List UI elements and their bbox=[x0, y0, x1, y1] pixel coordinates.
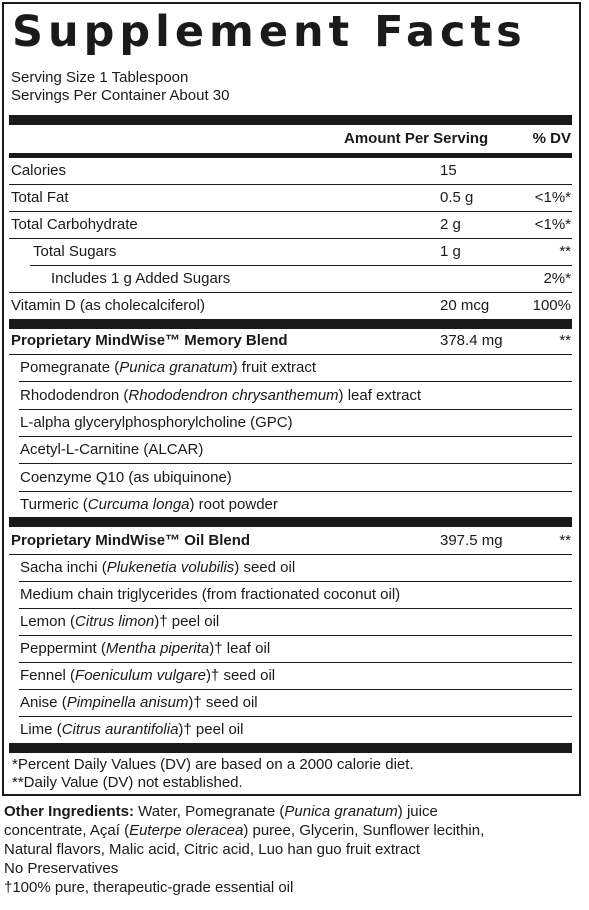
thick-divider bbox=[9, 517, 572, 527]
ingredient-name: Pomegranate (Punica granatum) fruit extract bbox=[20, 359, 316, 376]
panel-title: Supplement Facts bbox=[12, 7, 527, 57]
serving-size: Serving Size 1 Tablespoon bbox=[11, 69, 189, 86]
ingredient-name: Lemon (Citrus limon)† peel oil bbox=[20, 613, 220, 630]
ingredient-row bbox=[9, 355, 572, 381]
dv-not-established-footnote: **Daily Value (DV) not established. bbox=[12, 774, 243, 791]
ingredient-name: Coenzyme Q10 (as ubiquinone) bbox=[20, 469, 232, 486]
nutrient-row bbox=[9, 212, 572, 238]
ingredient-name: Fennel (Foeniculum vulgare)† seed oil bbox=[20, 667, 276, 684]
ingredient-row bbox=[9, 383, 572, 409]
blend-name: Proprietary MindWise™ Memory Blend bbox=[11, 332, 288, 349]
ingredient-name: Sacha inchi (Plukenetia volubilis) seed oil bbox=[20, 559, 296, 576]
ingredient-name: Turmeric (Curcuma longa) root powder bbox=[20, 496, 278, 513]
ingredient-name: Peppermint (Mentha piperita)† leaf oil bbox=[20, 640, 271, 657]
other-ingredients-line: Other Ingredients: Water, Pomegranate (Punica granatum) juice bbox=[4, 803, 438, 820]
nutrient-name: Total Sugars bbox=[33, 243, 117, 260]
ingredient-name: L-alpha glycerylphosphorylcholine (GPC) bbox=[20, 414, 293, 431]
nutrient-row bbox=[9, 158, 572, 184]
nutrient-dv: <1%* bbox=[534, 189, 571, 206]
ingredient-row bbox=[9, 663, 572, 689]
nutrient-amount: 20 mcg bbox=[440, 297, 490, 314]
ingredient-row bbox=[9, 609, 572, 635]
blend-dv: ** bbox=[559, 332, 571, 349]
other-ingredients-line: concentrate, Açaí (Euterpe oleracea) puree, Glycerin, Sunflower lecithin, bbox=[4, 822, 485, 839]
essential-oil-note: †100% pure, therapeutic-grade essential oil bbox=[4, 879, 294, 896]
thick-divider bbox=[9, 115, 572, 125]
nutrient-dv: ** bbox=[559, 243, 571, 260]
no-preservatives: No Preservatives bbox=[4, 860, 119, 877]
nutrient-name: Total Carbohydrate bbox=[11, 216, 138, 233]
servings-per-container: Servings Per Container About 30 bbox=[11, 87, 230, 104]
ingredient-row bbox=[9, 465, 572, 491]
ingredient-row bbox=[9, 717, 572, 743]
ingredient-name: Acetyl-L-Carnitine (ALCAR) bbox=[20, 441, 204, 458]
ingredient-row bbox=[9, 555, 572, 581]
other-ingredients-label: Other Ingredients: bbox=[4, 803, 135, 820]
ingredient-row bbox=[9, 690, 572, 716]
ingredient-row bbox=[9, 437, 572, 463]
ingredient-row bbox=[9, 410, 572, 436]
row-divider bbox=[19, 463, 572, 464]
nutrient-row bbox=[9, 239, 572, 265]
column-header-row bbox=[9, 128, 572, 150]
memory-blend-row bbox=[9, 328, 572, 354]
nutrient-row bbox=[9, 293, 572, 319]
nutrient-row bbox=[9, 185, 572, 211]
nutrient-dv: <1%* bbox=[534, 216, 571, 233]
nutrient-amount: 15 bbox=[440, 162, 457, 179]
nutrient-name: Vitamin D (as cholecalciferol) bbox=[11, 297, 205, 314]
nutrient-dv: 2%* bbox=[543, 270, 571, 287]
row-divider bbox=[19, 381, 572, 382]
blend-amount: 397.5 mg bbox=[440, 532, 503, 549]
ingredient-name: Anise (Pimpinella anisum)† seed oil bbox=[20, 694, 258, 711]
oil-blend-row bbox=[9, 528, 572, 554]
nutrient-row bbox=[9, 266, 572, 292]
ingredient-name: Medium chain triglycerides (from fractionated coconut oil) bbox=[20, 586, 401, 603]
blend-dv: ** bbox=[559, 532, 571, 549]
blend-amount: 378.4 mg bbox=[440, 332, 503, 349]
nutrient-amount: 1 g bbox=[440, 243, 461, 260]
dv-footnote: *Percent Daily Values (DV) are based on a 2000 calorie diet. bbox=[12, 756, 414, 773]
nutrient-name: Total Fat bbox=[11, 189, 69, 206]
nutrient-amount: 0.5 g bbox=[440, 189, 474, 206]
ingredient-name: Rhododendron (Rhododendron chrysanthemum) leaf extract bbox=[20, 387, 422, 404]
blend-name: Proprietary MindWise™ Oil Blend bbox=[11, 532, 251, 549]
nutrient-name: Calories bbox=[11, 162, 67, 179]
ingredient-name: Lime (Citrus aurantifolia)† peel oil bbox=[20, 721, 244, 738]
thick-divider bbox=[9, 743, 572, 753]
ingredient-row bbox=[9, 492, 572, 518]
nutrient-dv: 100% bbox=[532, 297, 571, 314]
ingredient-row bbox=[9, 582, 572, 608]
nutrient-name: Includes 1 g Added Sugars bbox=[51, 270, 231, 287]
other-ingredients-line: Natural flavors, Malic acid, Citric acid, Luo han guo fruit extract bbox=[4, 841, 421, 858]
ingredient-row bbox=[9, 636, 572, 662]
percent-dv-header: % DV bbox=[532, 130, 571, 147]
nutrient-amount: 2 g bbox=[440, 216, 461, 233]
amount-per-serving-header: Amount Per Serving bbox=[344, 130, 489, 147]
other-ingredients bbox=[4, 802, 584, 897]
